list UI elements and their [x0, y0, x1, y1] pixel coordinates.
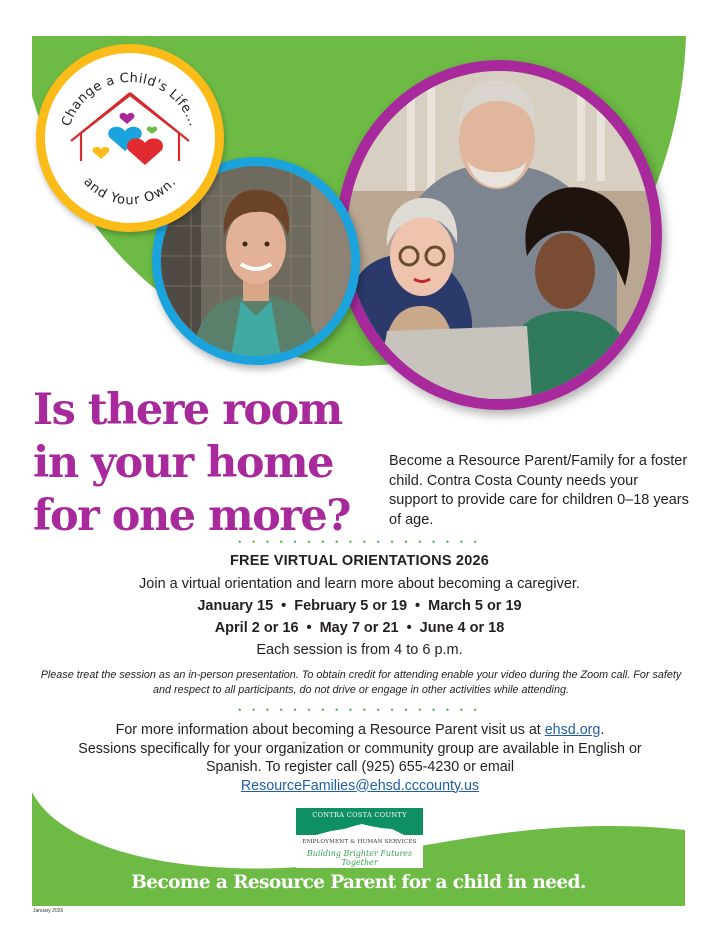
email-link[interactable]: ResourceFamilies@ehsd.cccounty.us — [240, 777, 480, 794]
county-name: CONTRA COSTA COUNTY — [312, 811, 407, 819]
session-time: Each session is from 4 to 6 p.m. — [256, 642, 463, 658]
intro-paragraph: Become a Resource Parent/Family for a foster child. Contra Costa County needs your support to provide care for children 0–18 years of age. — [389, 453, 689, 528]
session-date: May 7 or 21 — [319, 620, 399, 636]
grandparents-and-girl-with-laptop-photo — [336, 60, 662, 410]
footer-date: January 2026 — [33, 908, 64, 914]
headline-line-3: for one more? — [33, 491, 350, 541]
contact-line-1-prefix: For more information about becoming a Resource Parent visit us at — [115, 722, 545, 738]
bullet-separator: • — [306, 620, 312, 636]
contact-info — [60, 721, 660, 795]
house-with-hearts-icon — [45, 53, 215, 223]
mountain-icon — [296, 823, 423, 835]
dotted-divider: • • • • • • • • • • • • • • • • • • — [238, 537, 481, 547]
session-dates-row-2 — [0, 620, 719, 636]
dotted-divider: • • • • • • • • • • • • • • • • • • — [238, 705, 481, 715]
county-department: EMPLOYMENT & HUMAN SERVICES — [302, 839, 417, 845]
session-date: March 5 or 19 — [428, 598, 522, 614]
bullet-separator: • — [281, 598, 287, 614]
session-date: February 5 or 19 — [294, 598, 408, 614]
contra-costa-county-logo — [296, 808, 423, 868]
session-date: June 4 or 18 — [419, 620, 505, 636]
contact-line-2: Sessions specifically for your organization or community group are available in English or Spanish. To register call (925) 655-4230 or email — [78, 740, 642, 775]
session-date: January 15 — [197, 598, 274, 614]
footer-call-to-action: Become a Resource Parent for a child in need. — [131, 872, 586, 893]
bullet-separator: • — [406, 620, 412, 636]
session-date: April 2 or 16 — [214, 620, 299, 636]
orientations-subtitle: Join a virtual orientation and learn more about becoming a caregiver. — [139, 576, 580, 592]
county-logo-header — [296, 808, 423, 835]
contact-line-1-suffix: . — [600, 722, 605, 738]
badge-top-text: Change a Child's Life... — [59, 70, 201, 129]
attendance-notice: Please treat the session as an in-person presentation. To obtain credit for attending enable your video during the Zoom call. For safety and respect to all participants, do not drive or engage in other activities while attending. — [40, 669, 682, 696]
session-dates-row-1 — [0, 598, 719, 614]
badge-bottom-text: and Your Own. — [80, 174, 180, 209]
headline-line-1: Is there room — [33, 385, 342, 435]
change-a-childs-life-badge — [36, 44, 224, 232]
headline-line-2: in your home — [33, 438, 333, 488]
website-link[interactable]: ehsd.org — [544, 722, 601, 738]
orientations-title: FREE VIRTUAL ORIENTATIONS 2026 — [230, 553, 489, 569]
svg-text:and Your Own. — [80, 175, 179, 209]
main-headline — [33, 384, 383, 543]
county-tagline: Building Brighter Futures Together — [306, 849, 413, 867]
bullet-separator: • — [415, 598, 421, 614]
